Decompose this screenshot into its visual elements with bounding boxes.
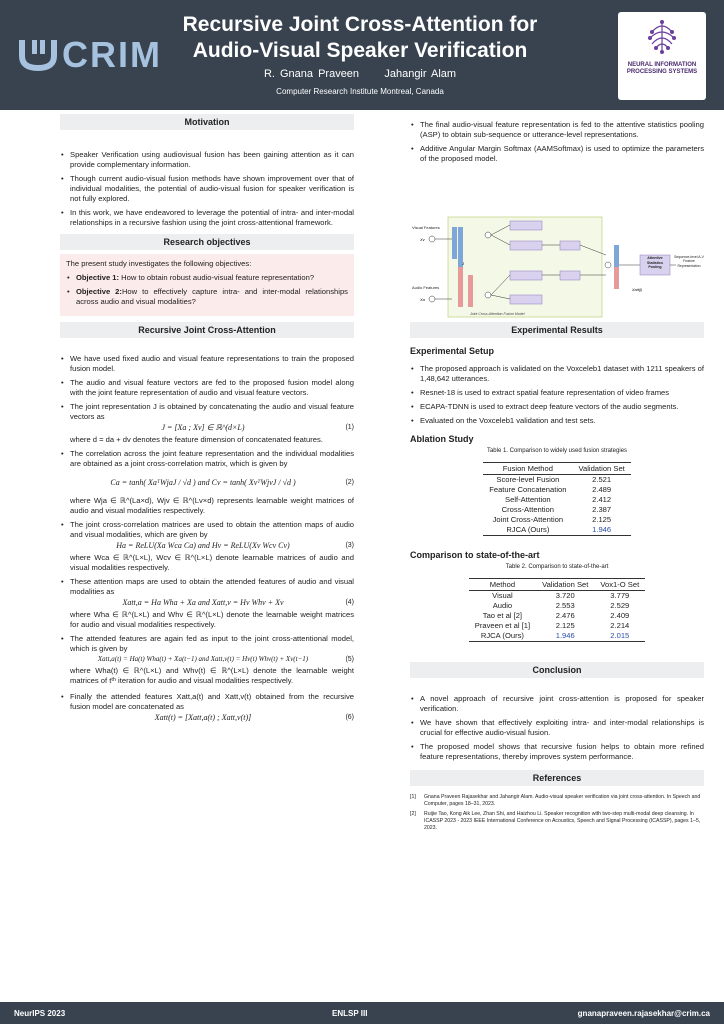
list-item: • The proposed approach is validated on the Voxceleb1 dataset with 1211 speakers of 1,48,642 utterances.: [410, 364, 704, 384]
table-cell: 2.125: [555, 621, 575, 630]
equation-text: Ca = tanh( XaᵀWjaJ / √d ) and Cv = tanh( XvᵀWjvJ / √d ): [110, 477, 296, 487]
visual-weight-box: [560, 241, 580, 250]
ablation-heading: Ablation Study: [410, 434, 474, 444]
visual-add-node: [429, 236, 435, 242]
list-item: • Speaker Verification using audiovisual fusion has been gaining attention as it can provide complementary information.: [60, 150, 354, 170]
table-cell: Tao et al [2]: [482, 611, 523, 620]
xv-label: Xv: [420, 237, 425, 242]
table-cell: 2.529: [610, 601, 630, 610]
table-cell: 2.125: [592, 515, 612, 524]
equation-text: Xatt(t) = [Xatt,a(t) ; Xatt,v(t)]: [154, 713, 252, 722]
ablation-table: [483, 462, 631, 536]
reference-number: [2]: [410, 811, 416, 817]
table-cell: RJCA (Ours): [483, 525, 572, 536]
equation-5: [70, 655, 354, 663]
conclusion-heading: Conclusion: [410, 662, 704, 678]
table-row: [483, 475, 631, 486]
reference-number: [1]: [410, 794, 416, 800]
setup-list: [410, 364, 704, 426]
equation-number: (2): [345, 478, 354, 486]
table-row: [469, 611, 645, 621]
objective-label: Objective 1:: [76, 273, 120, 282]
method-list-6: [60, 692, 354, 712]
table-cell: 2.476: [555, 611, 575, 620]
objective-text: How to effectively capture intra- and inter-modal relationships across audio and visual modalities?: [76, 287, 348, 306]
equation-text: Xatt,a = Ha Wha + Xa and Xatt,v = Hv Whv + Xv: [122, 598, 284, 607]
architecture-diagram: [410, 215, 704, 320]
list-item: • We have used fixed audio and visual feature representations to train the proposed fusion model.: [60, 354, 354, 374]
table-cell: 2.387: [592, 505, 612, 514]
poster-title: [180, 12, 540, 64]
right-column-top: [410, 120, 704, 168]
table-cell: 3.779: [610, 591, 630, 600]
neurips-logo: [618, 12, 706, 100]
list-item: • The proposed model shows that recursive fusion helps to obtain more refined feature representations, thereby improves system performance.: [410, 742, 704, 762]
results-heading: Experimental Results: [410, 322, 704, 338]
table-row: [469, 591, 645, 602]
list-item: • The audio and visual feature vectors are fed to the proposed fusion model along with the joint feature representation of audio and visual feature vectors.: [60, 378, 354, 398]
column-header: Vox1-O Set: [594, 579, 645, 591]
list-item: • ECAPA-TDNN is used to extract deep feature vectors of the audio segments.: [410, 402, 704, 412]
objective-item: [66, 273, 348, 283]
method-list-3: [60, 520, 354, 540]
asp-label: Attentive Statistics Pooling: [647, 256, 663, 269]
audio-transpose-node: [485, 292, 491, 298]
audio-features-label: Audio Features: [412, 285, 440, 290]
left-column: [60, 114, 354, 725]
table-cell: 2.412: [592, 495, 612, 504]
continuation-text: where Wha(t) ∈ ℝ^(L×L) and Whv(t) ∈ ℝ^(L×L) denote the learnable weight matrices of tᵗʰ iteration for audio and visual modalities respectively.: [70, 666, 354, 685]
sota-table: [469, 578, 645, 642]
equation-4: [70, 598, 354, 607]
author-2: Jahangir Alam: [384, 68, 457, 80]
list-item: • In this work, we have endeavored to leverage the potential of intra- and inter-modal relationships in a recursive fashion using the joint cross-attentional framework.: [60, 208, 354, 228]
conclusion-list: [410, 694, 704, 762]
table-row: [483, 525, 631, 536]
list-item: • The correlation across the joint feature representation and the individual modalities are obtained as a joint cross-correlation matrix, which is given by: [60, 449, 354, 469]
equation-text: Ha = ReLU(Xa Wca Ca) and Hv = ReLU(Xv Wcv Cv): [116, 541, 290, 550]
output-audio-bar: [614, 267, 619, 289]
author-1: R. Gnana Praveen: [263, 68, 360, 80]
equation-number: (3): [345, 542, 354, 549]
list-item: • We have shown that effectively exploiting intra- and inter-modal relationships is crucial for effective audio-visual fusion.: [410, 718, 704, 738]
visual-feature-bar: [452, 227, 457, 259]
table-row: [483, 495, 631, 505]
continuation-text: where Wha ∈ ℝ^(L×L) and Whv ∈ ℝ^(L×L) denote the learnable weight matrices for audio and visual modalities respectively.: [70, 610, 354, 629]
audio-feature-bar: [468, 275, 473, 307]
asp-label-wrap: [640, 256, 670, 276]
references-heading: References: [410, 770, 704, 786]
continuation-text: where Wca ∈ ℝ^(L×L), Wcv ∈ ℝ^(L×L) denote learnable matrices of audio and visual modalities respectively.: [70, 553, 354, 572]
objectives-list: [66, 273, 348, 307]
objectives-heading: Research objectives: [60, 234, 354, 250]
audio-attention-box: [510, 295, 542, 304]
sota-heading: Comparison to state-of-the-art: [410, 550, 540, 560]
poster-footer: [0, 1002, 724, 1024]
method-list: [60, 354, 354, 422]
equation-text: J = [Xa ; Xv] ∈ ℝ^(d×L): [161, 423, 245, 432]
list-item: • The joint representation J is obtained by concatenating the audio and visual feature vectors as: [60, 402, 354, 422]
table-cell: Visual: [492, 591, 513, 600]
equation-number: (4): [345, 599, 354, 606]
setup-heading: Experimental Setup: [410, 346, 495, 356]
references-list: [410, 794, 704, 832]
authors: [180, 68, 540, 80]
table-cell: Self-Attention: [505, 495, 551, 504]
list-item: • These attention maps are used to obtain the attended features of audio and visual modalities as: [60, 577, 354, 597]
table-row: [483, 515, 631, 525]
xa-label: Xa: [420, 297, 425, 302]
audio-correlation-box: [510, 271, 542, 280]
list-item: • The attended features are again fed as input to the joint cross-attentional model, which is given by: [60, 634, 354, 654]
equation-2: [70, 471, 354, 493]
table-row: [483, 505, 631, 515]
output-visual-bar: [614, 245, 619, 267]
crim-logo-icon: [18, 36, 58, 72]
list-item: • The final audio-visual feature representation is fed to the attentive statistics pooling (ASP) to obtain sub-sequence or utterance-level representations.: [410, 120, 704, 140]
list-item: • A novel approach of recursive joint cross-attention is proposed for speaker verification.: [410, 694, 704, 714]
equation-1: [70, 423, 354, 432]
visual-attention-box: [510, 221, 542, 230]
equation-number: (6): [345, 714, 354, 721]
table-row: [469, 621, 645, 631]
footer-conference: NeurIPS 2023: [14, 1009, 66, 1018]
table-cell: RJCA (Ours): [469, 631, 536, 642]
list-item: • Though current audio-visual fusion methods have shown improvement over that of individual modalities, the potential of audio-visual fusion for speaker verification is not fully explored.: [60, 174, 354, 204]
architecture-diagram-svg: [410, 215, 704, 320]
table-1-caption: Table 1. Comparison to widely used fusion strategies: [486, 448, 628, 454]
joint-feature-bar-audio: [458, 267, 463, 307]
list-item: • Additive Angular Margin Softmax (AAMSoftmax) is used to optimize the parameters of the proposed model.: [410, 144, 704, 164]
column-header: Fusion Method: [483, 463, 572, 475]
table-cell: 2.553: [555, 601, 575, 610]
title-line-2: Audio-Visual Speaker Verification: [192, 39, 528, 62]
table-2-caption: Table 2. Comparison to state-of-the-art: [505, 564, 609, 570]
objectives-box: [60, 254, 354, 316]
table-header-row: [483, 463, 631, 475]
table-header-row: [469, 579, 645, 591]
reference-item: [410, 811, 704, 832]
table-cell: Joint Cross-Attention: [492, 515, 564, 524]
table-row: [469, 631, 645, 642]
footer-workshop: ENLSP III: [332, 1009, 368, 1018]
objective-text: How to obtain robust audio-visual feature representation?: [119, 273, 315, 282]
audio-add-node: [429, 296, 435, 302]
poster-header: [0, 0, 724, 110]
continuation-text: where d = da + dv denotes the feature dimension of concatenated features.: [70, 435, 323, 444]
right-column-results: [410, 322, 704, 835]
motivation-list: [60, 150, 354, 228]
crim-logo: [18, 36, 178, 76]
table-cell: 2.521: [592, 475, 612, 484]
fusion-model-caption: Joint Cross-Attention Fusion Model: [470, 312, 525, 316]
list-item: • The joint cross-correlation matrices are used to obtain the attention maps of audio and visual modalities, which are given by: [60, 520, 354, 540]
visual-correlation-box: [510, 241, 542, 250]
table-cell: Feature Concatenation: [489, 485, 567, 494]
table-cell: 2.409: [610, 611, 630, 620]
table-cell: 2.489: [592, 485, 612, 494]
objective-label: Objective 2:: [76, 287, 122, 296]
method-list-4: [60, 577, 354, 597]
footer-email[interactable]: gnanapraveen.rajasekhar@crim.ca: [577, 1009, 710, 1018]
title-line-1: Recursive Joint Cross-Attention for: [182, 13, 538, 36]
neurips-logo-icon: [646, 18, 678, 58]
equation-text: Xatt,a(t) = Ha(t) Wha(t) + Xa(t−1) and Xatt,v(t) = Hv(t) Whv(t) + Xv(t−1): [97, 655, 309, 663]
concat-node: [605, 262, 611, 268]
reference-text: Ruijie Tao, Kong Aik Lee, Zhan Shi, and Haizhou Li. Speaker recognition with two-step multi-modal deep cleansing. In ICASSP 2023 - 2023 IEEE International Conference on Acoustics, Speech and Signal Processing (ICASSP), pages 1–5, 2023.: [424, 811, 701, 831]
objective-item: [66, 287, 348, 307]
output-label: Sequence-level A-V Feature Representation: [674, 255, 704, 268]
table-cell: Audio: [492, 601, 513, 610]
table-cell: 2.214: [610, 621, 630, 630]
column-header: Validation Set: [536, 579, 594, 591]
equation-3: [70, 541, 354, 550]
method-list-2: [60, 449, 354, 469]
visual-transpose-node: [485, 232, 491, 238]
column-header: Validation Set: [572, 463, 630, 475]
audio-weight-box: [560, 271, 580, 280]
method-list-5: [60, 634, 354, 654]
table-cell-best: 2.015: [594, 631, 645, 642]
crim-logo-text: CRIM: [62, 34, 162, 75]
table-cell-best: 1.946: [536, 631, 594, 642]
affiliation: Computer Research Institute Montreal, Canada: [276, 87, 444, 96]
table-cell-best: 1.946: [572, 525, 630, 536]
reference-text: Gnana Praveen Rajasekhar and Jahangir Alam. Audio-visual speaker verification via joint cross-attention. In Speech and Computer, pages 18–31, 2023.: [424, 794, 701, 807]
j-label: J: [462, 261, 464, 266]
motivation-heading: Motivation: [60, 114, 354, 130]
neurips-logo-text: NEURAL INFORMATION PROCESSING SYSTEMS: [626, 62, 698, 75]
table-cell: Cross-Attention: [501, 505, 555, 514]
list-item: • Finally the attended features Xatt,a(t) and Xatt,v(t) obtained from the recursive fusion model are concatenated as: [60, 692, 354, 712]
pooling-list: [410, 120, 704, 164]
equation-number: (5): [345, 655, 354, 663]
equation-number: (1): [345, 424, 354, 431]
list-item: • Resnet-18 is used to extract spatial feature representation of video frames: [410, 388, 704, 398]
table-row: [469, 601, 645, 611]
table-cell: Praveen et al [1]: [474, 621, 531, 630]
method-heading: Recursive Joint Cross-Attention: [60, 322, 354, 338]
objectives-intro: The present study investigates the following objectives:: [66, 259, 252, 268]
table-cell: 3.720: [555, 591, 575, 600]
reference-item: [410, 794, 704, 808]
output-label-wrap: [674, 255, 704, 275]
column-header: Method: [469, 579, 536, 591]
continuation-text: where Wja ∈ ℝ^(La×d), Wjv ∈ ℝ^(Lv×d) represents learnable weight matrices of audio and visual modalities respectively.: [70, 496, 354, 515]
table-cell: Score-level Fusion: [496, 475, 560, 484]
table-row: [483, 485, 631, 495]
list-item: • Evaluated on the Voxceleb1 validation and test sets.: [410, 416, 704, 426]
equation-6: [70, 713, 354, 722]
xatt-label: Xatt(l): [632, 288, 643, 292]
visual-features-label: Visual Features: [412, 225, 440, 230]
